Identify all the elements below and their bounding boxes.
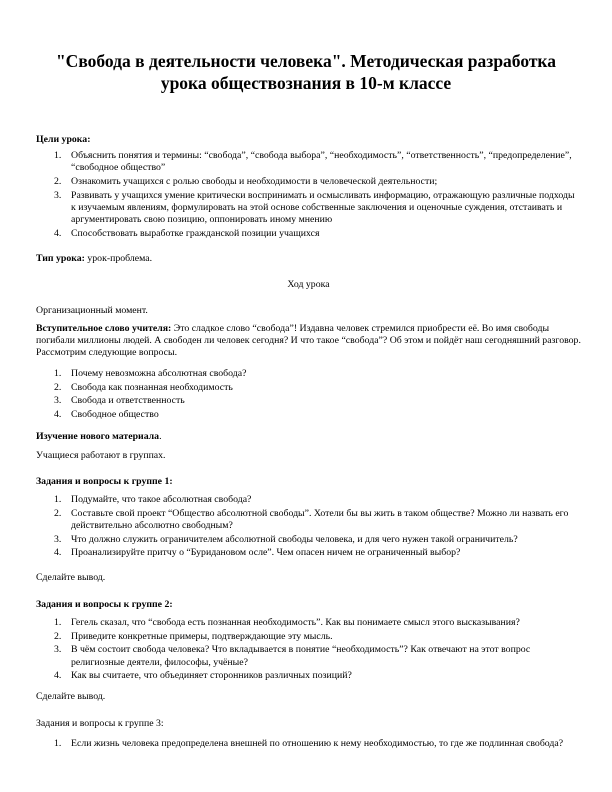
goals-list <box>36 150 581 241</box>
group1-list <box>36 494 581 561</box>
intro-list <box>36 368 581 423</box>
list-item: 3. Свобода и ответственность <box>54 395 185 407</box>
groups-note: Учащиеся работают в группах. <box>36 450 166 461</box>
list-item: 2. Ознакомить учащихся с ролью свободы и необходимости в человеческой деятельности; <box>54 175 438 187</box>
group2-list <box>36 617 581 684</box>
list-item: 1. Почему невозможна абсолютная свобода? <box>54 368 247 379</box>
list-item: 1. Если жизнь человека предопределена внешней по отношению к нему необходимостью, то где же подлинная свобода? <box>54 738 564 749</box>
list-item: 2. Составьте свой проект “Общество абсолютной свободы”. Хотели бы вы жить в таком обществе? Можно ли назвать его действительно абсолютно свободным? <box>54 507 569 531</box>
list-item: 4. Проанализируйте притчу о “Буридановом осле”. Чем опасен ничем не ограниченный выбор? <box>54 547 461 559</box>
course-heading: Ход урока <box>287 279 330 290</box>
list-item: 2. Свобода как познанная необходимость <box>54 381 233 393</box>
list-item: 1. Объяснить понятия и термины: “свобода”, “свобода выбора”, “необходимость”, “ответственность”, “предопределение”, “свободное общество” <box>54 150 572 174</box>
intro-paragraph: Вступительное слово учителя: Это сладкое слово “свобода”! Издавна человек стремился приобрести её. Во имя свободы погибали миллионы людей. А свободен ли человек сегодня? И что такое “свобода”? Об этом и пойдёт наш сегодняшний разговор. Рассмотрим следующие вопросы. <box>36 323 581 359</box>
list-item: 3. Развивать у учащихся умение критически воспринимать и осмысливать информацию, отражающую различные подходы к изучаемым явлениям, формулировать на этой основе собственные заключения и оценочные суждения, отстаивать и аргументировать свою позицию, оппонировать иному мнению <box>54 189 575 226</box>
lesson-type: Тип урока: урок-проблема. <box>36 253 153 264</box>
group1-conclusion: Сделайте вывод. <box>36 572 106 583</box>
list-item: 1. Гегель сказал, что “свобода есть познанная необходимость”. Как вы понимаете смысл этого высказывания? <box>54 617 520 628</box>
list-item: 1. Подумайте, что такое абсолютная свобода? <box>54 494 252 505</box>
list-item: 2. Приведите конкретные примеры, подтверждающие эту мысль. <box>54 630 333 642</box>
group3-heading: Задания и вопросы к группе 3: <box>36 718 164 729</box>
goals-heading: Цели урока: <box>36 134 91 145</box>
new-material-heading: Изучение нового материала. <box>36 431 162 442</box>
list-item: 3. В чём состоит свобода человека? Что вкладывается в понятие “необходимость”? Как отвечают на этот вопрос религиозные деятели, философы, учёные? <box>54 644 531 668</box>
group3-list <box>36 738 581 752</box>
page-title: "Свобода в деятельности человека". Методическая разработка урока обществознания в 10-м классе <box>55 51 557 93</box>
list-item: 4. Как вы считаете, что объединяет сторонников различных позиций? <box>54 670 352 682</box>
org-moment: Организационный момент. <box>36 305 148 316</box>
list-item: 4. Свободное общество <box>54 409 159 421</box>
group2-conclusion: Сделайте вывод. <box>36 691 106 702</box>
group1-heading: Задания и вопросы к группе 1: <box>36 476 173 487</box>
list-item: 4. Способствовать выработке гражданской позиции учащихся <box>54 227 320 239</box>
group2-heading: Задания и вопросы к группе 2: <box>36 599 173 610</box>
list-item: 3. Что должно служить ограничителем абсолютной свободы человека, и для чего нужен такой ограничитель? <box>54 533 518 545</box>
